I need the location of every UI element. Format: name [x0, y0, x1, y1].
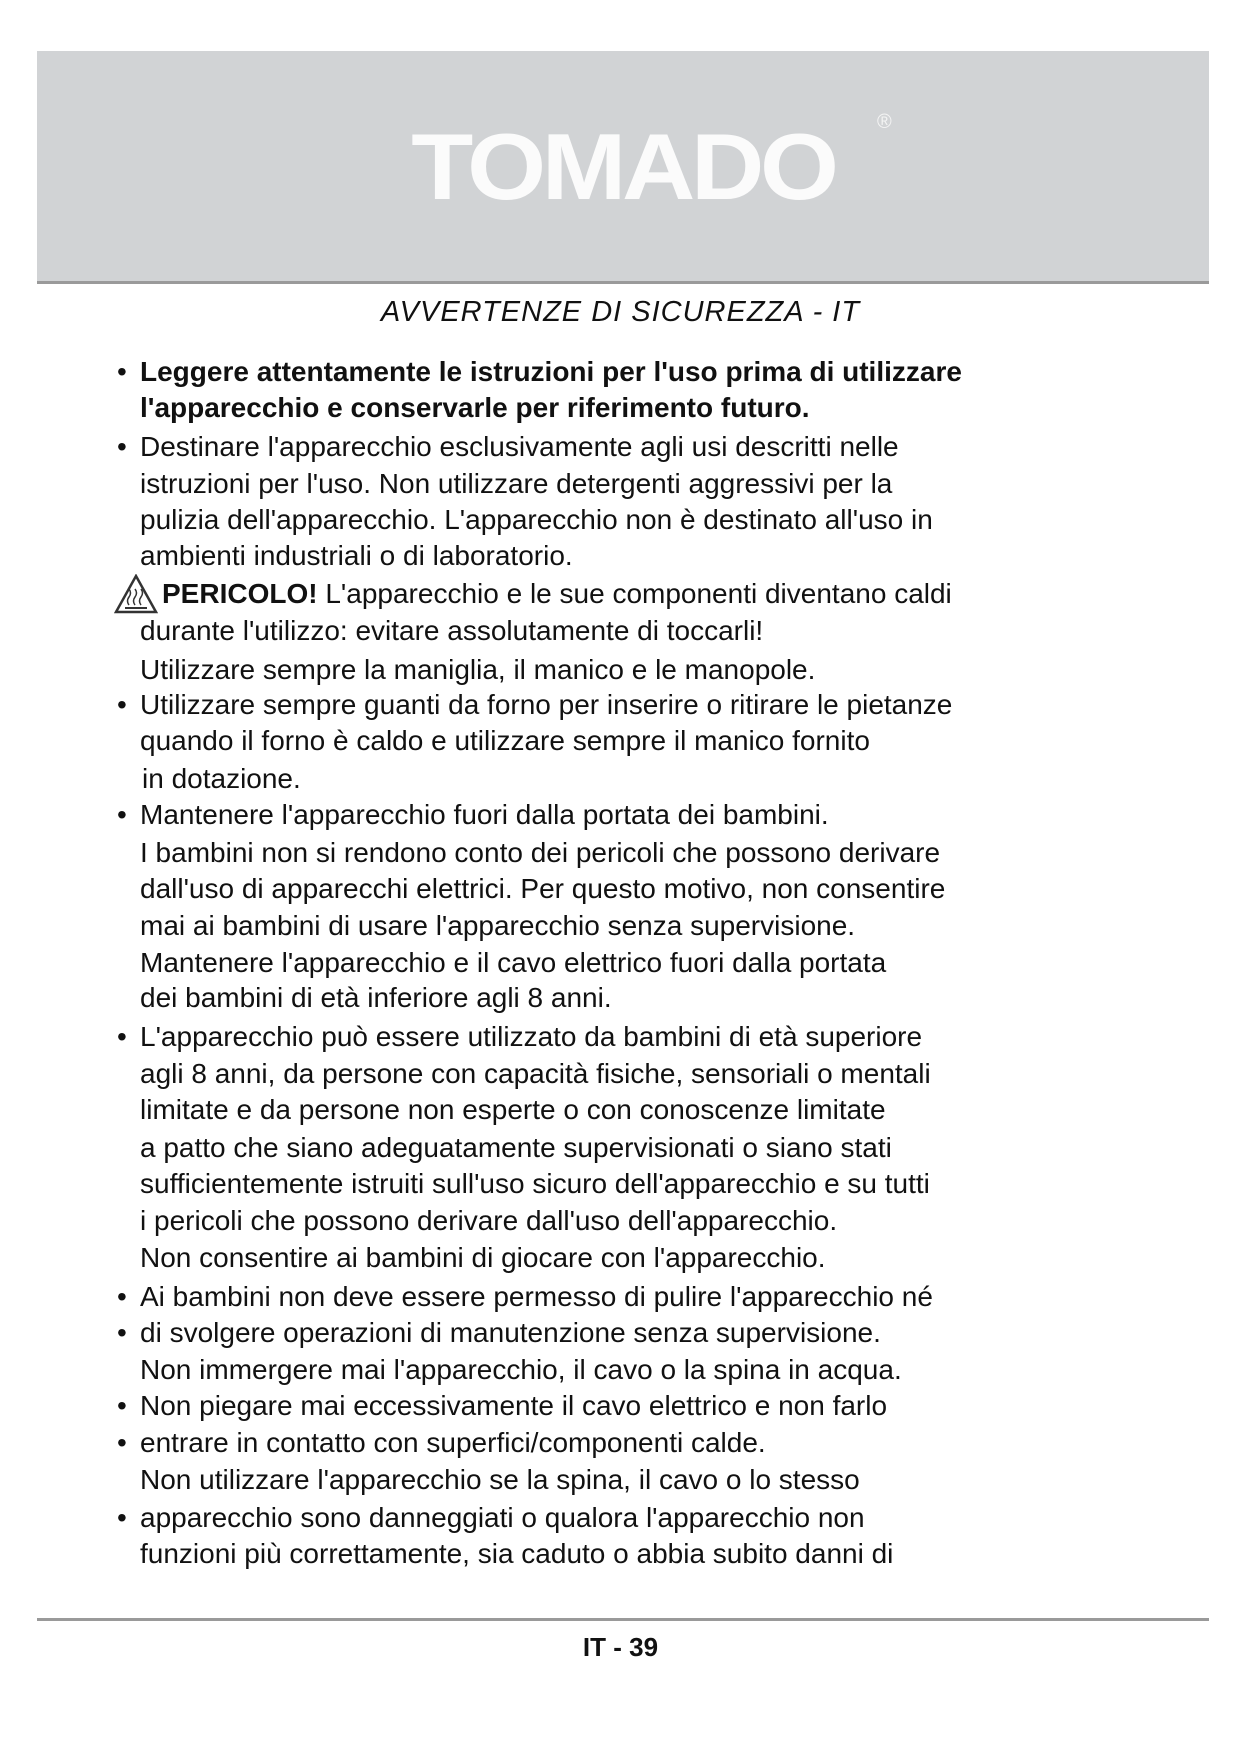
- registered-mark: ®: [877, 111, 892, 133]
- text-line: [140, 1019, 922, 1055]
- text-line: [142, 761, 301, 797]
- bullet-marker: •: [117, 1502, 127, 1533]
- text-line: [140, 797, 829, 833]
- text-line: [140, 1056, 931, 1092]
- footer-divider: [37, 1618, 1209, 1621]
- line-text: Utilizzare sempre guanti da forno per inserire o ritirare le pietanze: [140, 689, 953, 720]
- bullet-marker: •: [117, 356, 127, 387]
- bullet-marker: •: [117, 1390, 127, 1421]
- page-title: AVVERTENZE DI SICUREZZA - IT: [380, 296, 861, 328]
- line-text: L'apparecchio e le sue componenti diventano caldi: [317, 578, 952, 609]
- line-text: Non immergere mai l'apparecchio, il cavo o la spina in acqua.: [140, 1354, 902, 1385]
- text-line: [140, 835, 940, 871]
- text-line: [140, 723, 870, 759]
- text-line: [140, 538, 573, 574]
- line-text: I bambini non si rendono conto dei pericoli che possono derivare: [140, 837, 941, 868]
- line-text: Leggere attentamente le istruzioni per l'uso prima di utilizzare: [140, 356, 962, 387]
- hot-surface-warning-icon: [114, 574, 158, 614]
- line-text: funzioni più correttamente, sia caduto o abbia subito danni di: [140, 1538, 894, 1569]
- bullet-marker: •: [117, 689, 127, 720]
- text-line: [140, 1315, 881, 1351]
- text-line: [140, 980, 612, 1016]
- line-text: apparecchio sono danneggiati o qualora l'apparecchio non: [140, 1502, 865, 1533]
- line-text: Mantenere l'apparecchio fuori dalla portata dei bambini.: [140, 799, 829, 830]
- text-line: [140, 1388, 887, 1424]
- line-text: Destinare l'apparecchio esclusivamente agli usi descritti nelle: [140, 431, 899, 462]
- text-line: [162, 576, 952, 612]
- text-line: [140, 687, 952, 723]
- line-text: di svolgere operazioni di manutenzione senza supervisione.: [140, 1317, 881, 1348]
- line-text: l'apparecchio e conservarle per riferimento futuro.: [140, 392, 810, 423]
- line-text: limitate e da persone non esperte o con conoscenze limitate: [140, 1094, 886, 1125]
- text-line: [140, 613, 763, 649]
- line-text: i pericoli che possono derivare dall'uso dell'apparecchio.: [140, 1205, 838, 1236]
- line-text: Ai bambini non deve essere permesso di pulire l'apparecchio né: [140, 1281, 933, 1312]
- text-line: [140, 1462, 860, 1498]
- line-text: Mantenere l'apparecchio e il cavo elettrico fuori dalla portata: [140, 947, 887, 978]
- text-line: [140, 871, 945, 907]
- text-line: [140, 1279, 933, 1315]
- line-text: pulizia dell'apparecchio. L'apparecchio non è destinato all'uso in: [140, 504, 933, 535]
- text-line: [140, 1130, 892, 1166]
- text-line: [140, 945, 886, 981]
- line-text: ambienti industriali o di laboratorio.: [140, 540, 573, 571]
- text-line: [140, 1203, 837, 1239]
- line-text: L'apparecchio può essere utilizzato da bambini di età superiore: [140, 1021, 923, 1052]
- line-text: dei bambini di età inferiore agli 8 anni.: [140, 982, 612, 1013]
- line-text: mai ai bambini di usare l'apparecchio senza supervisione.: [140, 910, 856, 941]
- line-text: in dotazione.: [142, 763, 301, 794]
- line-text: istruzioni per l'uso. Non utilizzare detergenti aggressivi per la: [140, 468, 893, 499]
- text-line: [140, 1425, 766, 1461]
- page-number: IT - 39: [582, 1632, 659, 1662]
- text-line: [140, 429, 899, 465]
- line-text: dall'uso di apparecchi elettrici. Per questo motivo, non consentire: [140, 873, 946, 904]
- line-text: Non consentire ai bambini di giocare con l'apparecchio.: [140, 1242, 826, 1273]
- text-line: [140, 652, 815, 688]
- bullet-marker: •: [117, 431, 127, 462]
- line-text: Non utilizzare l'apparecchio se la spina, il cavo o lo stesso: [140, 1464, 860, 1495]
- header-banner: [37, 51, 1209, 284]
- brand-logo: TOMADO: [411, 114, 835, 219]
- text-line: [140, 1240, 826, 1276]
- line-text: Non piegare mai eccessivamente il cavo elettrico e non farlo: [140, 1390, 888, 1421]
- bullet-marker: •: [117, 799, 127, 830]
- text-line: [140, 1500, 865, 1536]
- text-line: [140, 502, 933, 538]
- bullet-marker: •: [117, 1317, 127, 1348]
- text-line: [140, 908, 855, 944]
- bullet-marker: •: [117, 1021, 127, 1052]
- text-line: [140, 390, 810, 426]
- bullet-marker: •: [117, 1427, 127, 1458]
- line-text: agli 8 anni, da persone con capacità fisiche, sensoriali o mentali: [140, 1058, 931, 1089]
- text-line: [140, 1166, 930, 1202]
- text-line: [140, 1352, 902, 1388]
- line-text: entrare in contatto con superfici/componenti calde.: [140, 1427, 766, 1458]
- line-text: durante l'utilizzo: evitare assolutamente di toccarli!: [140, 615, 764, 646]
- line-text: a patto che siano adeguatamente supervisionati o siano stati: [140, 1132, 892, 1163]
- danger-label: PERICOLO!: [162, 578, 318, 609]
- text-line: [140, 466, 892, 502]
- line-text: quando il forno è caldo e utilizzare sempre il manico fornito: [140, 725, 870, 756]
- line-text: sufficientemente istruiti sull'uso sicuro dell'apparecchio e su tutti: [140, 1168, 930, 1199]
- bullet-marker: •: [117, 1281, 127, 1312]
- text-line: [140, 354, 962, 390]
- text-line: [140, 1092, 886, 1128]
- line-text: Utilizzare sempre la maniglia, il manico e le manopole.: [140, 654, 816, 685]
- text-line: [140, 1536, 893, 1572]
